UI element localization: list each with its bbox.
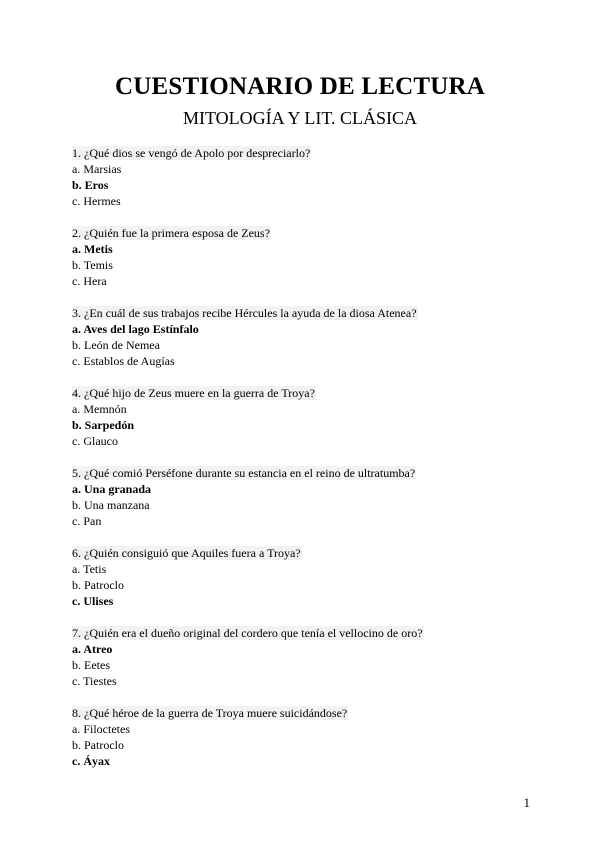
question-text: 5. ¿Qué comió Perséfone durante su estancia en el reino de ultratumba?	[72, 466, 416, 480]
question-text: 2. ¿Quién fue la primera esposa de Zeus?	[72, 226, 270, 240]
answer-option: c. Hera	[72, 274, 107, 288]
document-subtitle: MITOLOGÍA Y LIT. CLÁSICA	[183, 108, 417, 128]
answer-option-correct: a. Una granada	[72, 482, 152, 496]
question-text: 8. ¿Qué héroe de la guerra de Troya muere suicidándose?	[72, 706, 348, 720]
question-text-row	[72, 465, 542, 481]
question-text-row	[72, 545, 542, 561]
answer-option: b. Patroclo	[72, 578, 124, 592]
answer-option: c. Glauco	[72, 434, 118, 448]
question-block	[72, 625, 542, 689]
question-text: 4. ¿Qué hijo de Zeus muere en la guerra de Troya?	[72, 386, 315, 400]
answer-option: b. Patroclo	[72, 738, 124, 752]
question-block	[72, 225, 542, 289]
answer-option-correct: c. Ulises	[72, 594, 114, 608]
answer-option: c. Establos de Augías	[72, 354, 175, 368]
question-text: 6. ¿Quién consiguió que Aquiles fuera a Troya?	[72, 546, 301, 560]
answer-option-correct: a. Metis	[72, 242, 113, 256]
question-block	[72, 465, 542, 529]
question-block	[72, 705, 542, 769]
answer-option: a. Memnón	[72, 402, 127, 416]
answer-option-correct: a. Aves del lago Estínfalo	[72, 322, 199, 336]
question-text-row	[72, 385, 542, 401]
question-text-row	[72, 625, 542, 641]
question-text-row	[72, 225, 542, 241]
answer-option-correct: c. Áyax	[72, 754, 110, 768]
answer-option: b. Una manzana	[72, 498, 150, 512]
answer-option: c. Hermes	[72, 194, 121, 208]
question-text: 1. ¿Qué dios se vengó de Apolo por despreciarlo?	[72, 146, 311, 160]
question-block	[72, 305, 542, 369]
question-text: 3. ¿En cuál de sus trabajos recibe Hércules la ayuda de la diosa Atenea?	[72, 306, 417, 320]
answer-option: c. Tiestes	[72, 674, 117, 688]
answer-option-correct: b. Eros	[72, 178, 109, 192]
question-block	[72, 145, 542, 209]
question-block	[72, 545, 542, 609]
answer-option: b. León de Nemea	[72, 338, 160, 352]
question-text-row	[72, 705, 542, 721]
answer-option: b. Temis	[72, 258, 113, 272]
question-text-row	[72, 145, 542, 161]
document-title: CUESTIONARIO DE LECTURA	[115, 73, 485, 100]
answer-option: a. Filoctetes	[72, 722, 130, 736]
answer-option: a. Marsias	[72, 162, 122, 176]
answer-option-correct: b. Sarpedón	[72, 418, 135, 432]
question-text-row	[72, 305, 542, 321]
question-block	[72, 385, 542, 449]
question-text: 7. ¿Quién era el dueño original del cordero que tenía el vellocino de oro?	[72, 626, 423, 640]
question-list	[72, 145, 542, 785]
page-number: 1	[523, 795, 530, 810]
answer-option: a. Tetis	[72, 562, 107, 576]
answer-option: c. Pan	[72, 514, 102, 528]
answer-option-correct: a. Atreo	[72, 642, 113, 656]
answer-option: b. Eetes	[72, 658, 110, 672]
